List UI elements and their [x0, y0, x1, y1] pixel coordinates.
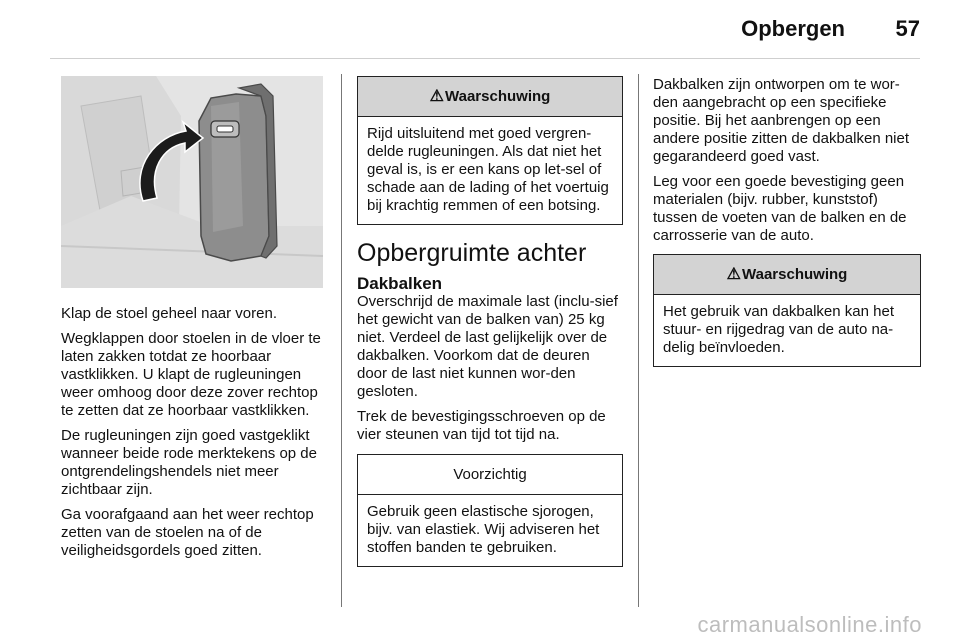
- warning-box: [357, 76, 623, 225]
- header-rule: [50, 58, 920, 59]
- column-3: [653, 76, 921, 381]
- paragraph: Klap de stoel geheel naar voren.: [61, 305, 277, 322]
- warning-triangle-icon: ⚠: [429, 88, 445, 105]
- caution-box: [357, 454, 623, 567]
- page-number: 57: [895, 16, 920, 41]
- warning-title: Waarschuwing: [445, 88, 551, 105]
- paragraph: Overschrijd de maximale last (inclu-sief het gewicht van de balken van) 25 kg niet. Verdeel de last gelijkelijk over de dakbalken. Voorkom dat de deuren door de last niet kunnen wor-den gesloten.: [357, 293, 618, 400]
- seat-fold-figure: [61, 76, 323, 288]
- page-header: [0, 0, 960, 60]
- warning-header: [358, 77, 622, 117]
- column-2: [357, 76, 623, 581]
- paragraph: Trek de bevestigingsschroeven op de vier steunen van tijd tot tijd na.: [357, 408, 606, 443]
- column-1: [61, 76, 326, 567]
- caution-header: Voorzichtig: [358, 455, 622, 495]
- subsection-title: Dakbalken: [357, 274, 443, 293]
- watermark: carmanualsonline.info: [697, 612, 922, 637]
- warning-body: Rijd uitsluitend met goed vergren-delde rugleuningen. Als dat niet het geval is, is er een kans op let-sel of schade aan de lading of het voertuig bij krachtig remmen of een botsing.: [367, 125, 609, 214]
- section-title: Opbergruimte achter: [357, 239, 587, 267]
- caution-body: Gebruik geen elastische sjorogen, bijv. van elastiek. Wij adviseren het stoffen banden te gebruiken.: [367, 503, 600, 556]
- seat-fold-arrow-illustration: [61, 76, 323, 288]
- page-title: Opbergen: [741, 16, 845, 41]
- paragraph: De rugleuningen zijn goed vastgeklikt wanneer beide rode merktekens op de ontgrendelingshendels niet meer zichtbaar zijn.: [61, 427, 317, 498]
- paragraph: Dakbalken zijn ontworpen om te wor-den aangebracht op een specifieke positie. Bij het aanbrengen op een andere positie zitten de dakbalken niet gegarandeerd goed vast.: [653, 76, 910, 165]
- warning-title: Waarschuwing: [742, 266, 848, 283]
- warning-box: [653, 254, 921, 367]
- column-divider: [341, 74, 342, 607]
- paragraph: Leg voor een goede bevestiging geen materialen (bijv. rubber, kunststof) tussen de voeten van de balken en de carrosserie van de auto.: [653, 173, 907, 244]
- column-divider: [638, 74, 639, 607]
- warning-triangle-icon: ⚠: [726, 266, 742, 283]
- warning-body: Het gebruik van dakbalken kan het stuur- en rijgedrag van de auto na-delig beïnvloeden.: [663, 303, 894, 356]
- paragraph: Wegklappen door stoelen in de vloer te laten zakken totdat ze hoorbaar vastklikken. U klapt de rugleuningen weer omhoog door deze zover rechtop te zetten dat ze hoorbaar vastklikken.: [61, 330, 321, 419]
- warning-header: [654, 255, 920, 295]
- paragraph: Ga voorafgaand aan het weer rechtop zetten van de stoelen na of de veiligheidsgordels goed zitten.: [61, 506, 314, 559]
